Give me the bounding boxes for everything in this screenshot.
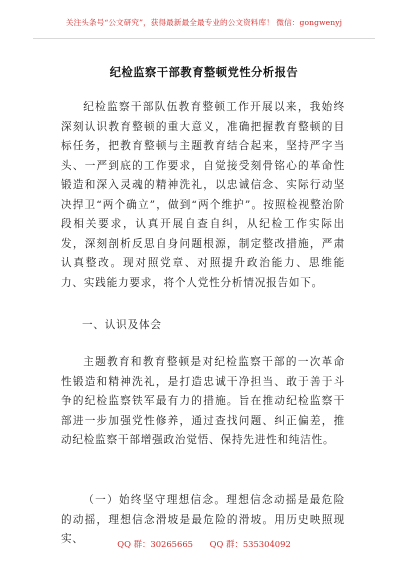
document-title: 纪检监察干部教育整顿党性分析报告 [109, 66, 299, 79]
footer-contacts [0, 538, 408, 550]
header-promo-banner: 关注头条号“公文研究”，获得最新最全最专业的公文资料库！ 微信：gongwenyj [65, 18, 343, 27]
paragraph-text: 主题教育和教育整顿是对纪检监察干部的一次革命性锻造和精神洗礼，是打造忠诚干净担当、敢于善于斗争的纪检监察铁军最有力的措施。旨在推动纪检监察干部进一步加强党性修养，通过查找问题、纠正偏差，推动纪检监察干部增强政治觉悟、保持先进性和纯洁性。 [61, 356, 345, 446]
qq-group-2: QQ 群：535304092 [209, 539, 291, 549]
body-paragraph [61, 353, 345, 451]
paragraph-text: （一）始终坚守理想信念。理想信念动摇是最危险的动摇，理想信念滑坡是最危险的滑坡。用历史映照现实、 [61, 494, 345, 545]
header-divider [33, 38, 375, 39]
section-heading: 一、认识及体会 [82, 319, 162, 331]
qq-group-1: QQ 群：30265665 [117, 539, 193, 549]
paragraph-text: 纪检监察干部队伍教育整顿工作开展以来，我始终深刻认识教育整顿的重大意义，准确把握教育整顿的目标任务，把教育整顿与主题教育结合起来，坚持严字当头、一严到底的工作要求，自觉接受刻骨铭心的革命性锻造和深入灵魂的精神洗礼，以忠诚信念、实际行动坚决捍卫“两个确立”，做到“两个维护”。按照检视整治阶段相关要求，认真开展自查自纠，从纪检工作实际出发，深刻剖析反思自身问题根源，制定整改措施，严肃认真整改。现对照党章、对照提升政治能力、思维能力、实践能力要求，将个人党性分析情况报告如下。 [61, 101, 345, 289]
intro-paragraph [61, 98, 345, 293]
